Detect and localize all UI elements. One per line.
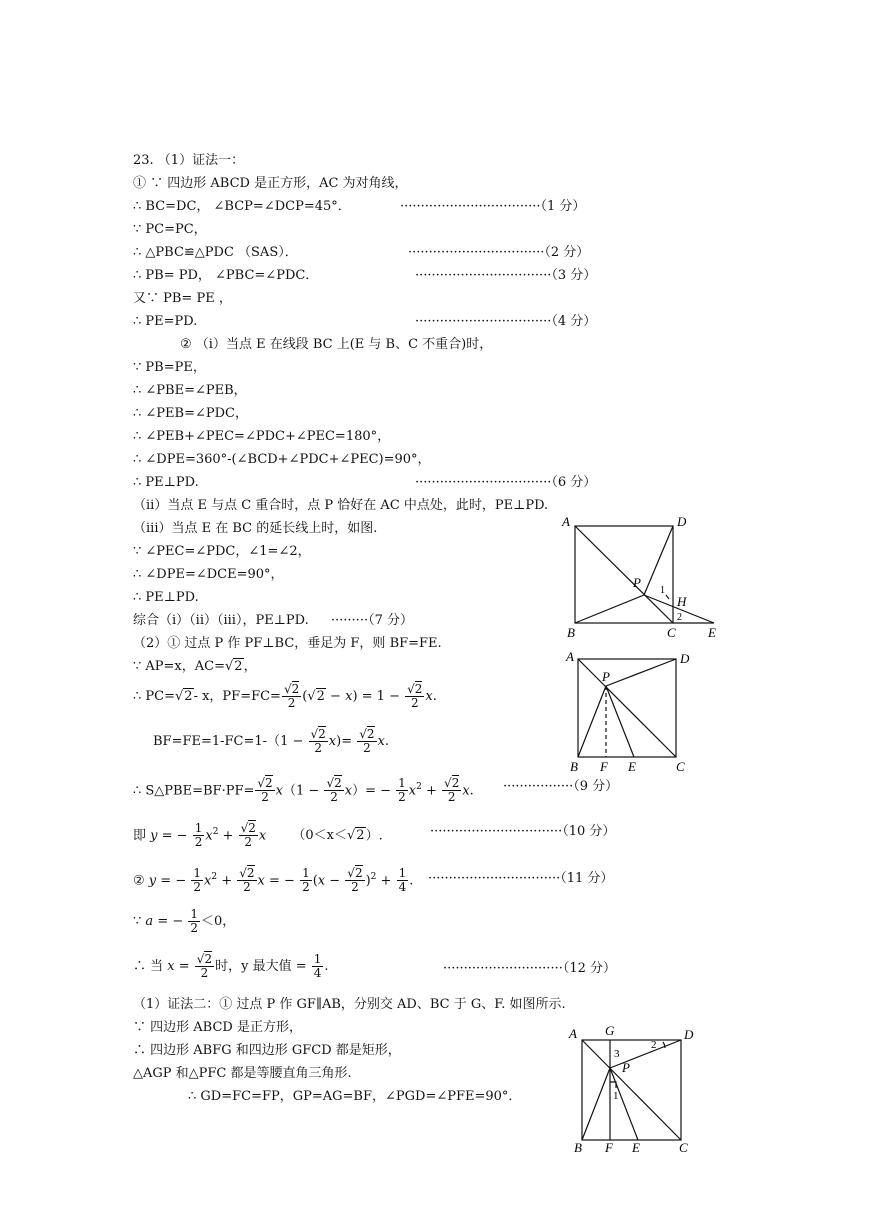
- proof-line: （iii）当点 E 在 BC 的延长线上时，如图.: [133, 521, 378, 536]
- proof-line: 又∵ PB= PE ，: [133, 291, 232, 306]
- proof-line: BF=FE=1-FC=1-（1 − $\frac{√2}{2}$ x)= $\frac{√2}{2}$ x.: [153, 727, 390, 755]
- proof-line: ① ∵ 四边形 ABCD 是正方形，AC 为对角线，: [133, 176, 408, 191]
- figure-1: [556, 513, 726, 645]
- label-P: P: [633, 575, 641, 590]
- label-E: E: [632, 1140, 640, 1155]
- label-1: 1: [660, 585, 665, 596]
- score-dots: ··································（1 分）: [400, 199, 586, 214]
- proof-line: ∵ PB=PE，: [133, 360, 206, 375]
- score-label: （3 分）: [551, 268, 597, 283]
- proof-line: ∵ 四边形 ABCD 是正方形，: [133, 1020, 302, 1035]
- proof-line: 即 y = − $\frac{1}{2}$ $x^2$ + $\frac{√2}{2}$ x （0＜x＜√2）.: [133, 821, 383, 850]
- score-dots: ·····························（12 分）: [443, 961, 617, 976]
- proof-line: ∴ PC=√2- x，PF=FC= $\frac{√2}{2}$ (√2 − x) = 1 − $\frac{√2}{2}$ x.: [133, 682, 437, 710]
- label-A: A: [562, 514, 570, 529]
- score-label: （12 分）: [562, 961, 617, 976]
- proof-line: ∴ ∠DPE=360°-(∠BCD+∠PDC+∠PEC)=90°，: [133, 452, 431, 467]
- proof-line: ∴ PE⊥PD.: [133, 475, 199, 490]
- label-F: F: [605, 1140, 613, 1155]
- proof-line: （ii）当点 E 与点 C 重合时，点 P 恰好在 AC 中点处，此时，PE⊥PD.: [133, 498, 549, 513]
- proof-line: ∴ GD=FC=FP，GP=AG=BF，∠PGD=∠PFE=90°．: [188, 1089, 522, 1104]
- label-D: D: [677, 514, 687, 529]
- score-dots: ·································（3 分）: [415, 268, 597, 283]
- score-dots: ·································（6 分）: [415, 475, 597, 490]
- label-G: G: [605, 1023, 615, 1038]
- label-F: F: [600, 759, 608, 774]
- score-label: （9 分）: [573, 779, 619, 794]
- proof-line: 综合（i）（ii）（iii），PE⊥PD. ·········（7 分）: [133, 613, 413, 628]
- score-dots: ·································（4 分）: [415, 314, 597, 329]
- score-dots: ································（10 分）: [430, 824, 616, 839]
- score-label: （11 分）: [560, 871, 614, 886]
- label-E: E: [628, 759, 636, 774]
- score-label: （1 分）: [540, 199, 586, 214]
- label-C: C: [679, 1140, 688, 1155]
- label-B: B: [567, 625, 575, 640]
- proof-line: ∴ 当 x = $\frac{√2}{2}$ 时，y 最大值 = $\frac{1}{4}$ .: [133, 952, 329, 980]
- label-P: P: [622, 1060, 630, 1075]
- figure-3: [565, 1022, 705, 1156]
- label-A: A: [569, 1026, 577, 1041]
- proof-line: ∴ △PBC≌△PDC （SAS）．: [133, 245, 298, 260]
- score-label: （2 分）: [544, 245, 590, 260]
- label-C: C: [676, 759, 685, 774]
- label-E: E: [708, 625, 716, 640]
- label-2: 2: [651, 1039, 657, 1051]
- proof-line: ② （i）当点 E 在线段 BC 上(E 与 B、C 不重合)时，: [180, 337, 493, 352]
- problem-heading: 23. （1）证法一：: [133, 153, 245, 168]
- label-2: 2: [677, 612, 682, 623]
- label-P: P: [602, 669, 610, 684]
- proof-line: ∵ a = − $\frac{1}{2}$ ＜0，: [133, 907, 236, 935]
- proof-line: ∴ ∠DPE=∠DCE=90°，: [133, 567, 284, 582]
- proof-line: ∴ 四边形 ABFG 和四边形 GFCD 都是矩形，: [133, 1043, 401, 1058]
- proof-line: ∴ S△PBE=BF·PF= $\frac{√2}{2}$ x（1 − $\frac{√2}{2}$ x）= − $\frac{1}{2}$ $x^2$ + $\frac{√2}{2}$ x.: [133, 776, 474, 805]
- score-label: （4 分）: [551, 314, 597, 329]
- score-label: （10 分）: [562, 824, 616, 839]
- label-B: B: [574, 1140, 582, 1155]
- score-label: （6 分）: [551, 475, 597, 490]
- label-3: 3: [614, 1048, 620, 1060]
- label-1: 1: [613, 1090, 619, 1102]
- proof-line: ∴ PB= PD， ∠PBC=∠PDC．: [133, 268, 319, 283]
- proof-line: ∴ ∠PEB=∠PDC，: [133, 406, 248, 421]
- score-label: （7 分）: [368, 613, 413, 628]
- proof-line: ∴ ∠PEB+∠PEC=∠PDC+∠PEC=180°，: [133, 429, 391, 444]
- proof-line: ∴ ∠PBE=∠PEB，: [133, 383, 247, 398]
- label-H: H: [677, 594, 687, 609]
- proof-line: ∵ AP=x，AC=√2，: [133, 659, 257, 674]
- label-B: B: [570, 759, 578, 774]
- proof-line: ∴ BC=DC， ∠BCP=∠DCP=45°．: [133, 199, 351, 214]
- score-dots: ································（11 分）: [428, 871, 614, 886]
- proof-line: ② y = − $\frac{1}{2}$ $x^2$ + $\frac{√2}{2}$ x = − $\frac{1}{2}$ (x − $\frac{√2}{2}$ )$^2$ + $\frac{1}{4}$ .: [133, 866, 414, 895]
- figure-2: [560, 648, 700, 776]
- proof-line: ∴ PE⊥PD.: [133, 590, 199, 605]
- proof-line: ∵ ∠PEC=∠PDC，∠1=∠2，: [133, 544, 311, 559]
- label-D: D: [680, 651, 690, 666]
- label-A: A: [566, 649, 574, 664]
- proof-line: ∴ PE=PD.: [133, 314, 198, 329]
- proof-line: ∵ PC=PC，: [133, 222, 207, 237]
- proof-line: △AGP 和△PFC 都是等腰直角三角形.: [133, 1066, 352, 1081]
- score-dots: ·················（9 分）: [503, 779, 619, 794]
- label-D: D: [684, 1027, 694, 1042]
- proof-line: （1）证法二：① 过点 P 作 GF∥AB，分别交 AD、BC 于 G、F. 如图所示.: [133, 997, 566, 1012]
- label-C: C: [667, 625, 676, 640]
- proof-line: （2）① 过点 P 作 PF⊥BC，垂足为 F，则 BF=FE.: [133, 636, 442, 651]
- score-dots: ·································（2 分）: [408, 245, 590, 260]
